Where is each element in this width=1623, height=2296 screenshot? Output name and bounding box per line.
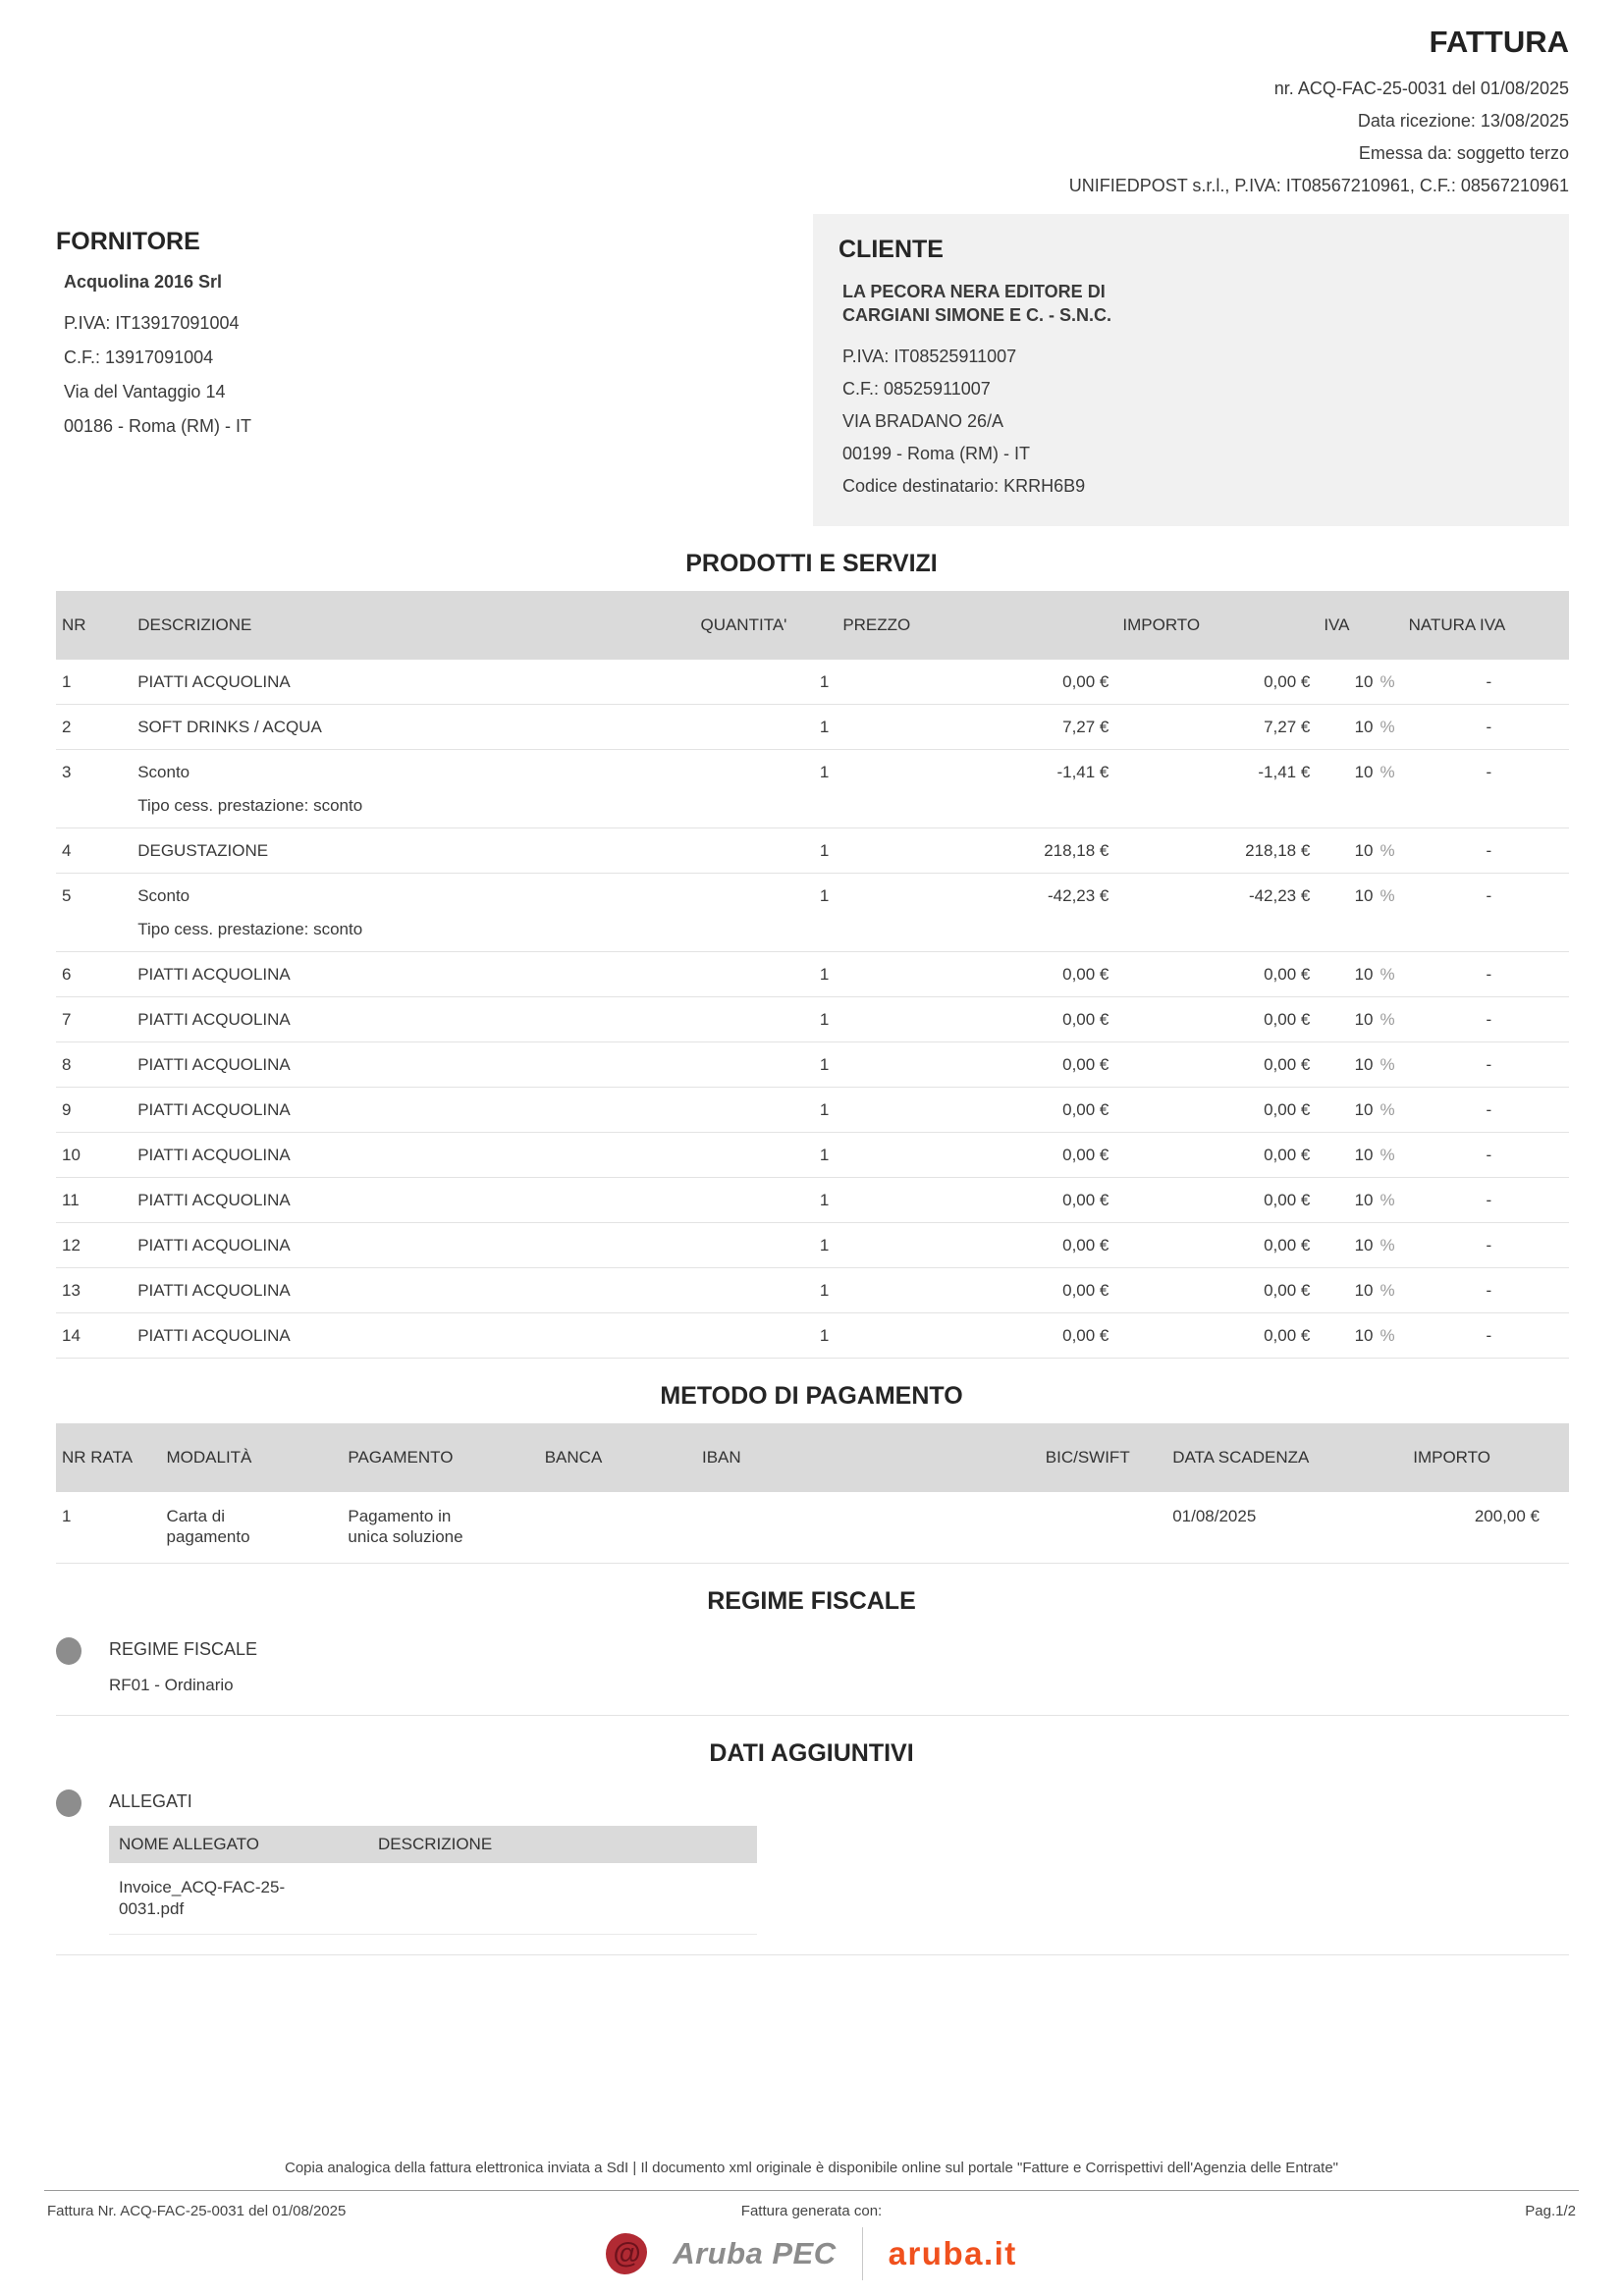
percent-sign: % <box>1380 672 1395 692</box>
product-description <box>137 1268 700 1313</box>
col-nr: NR <box>56 591 137 660</box>
attachments-table <box>109 1826 757 1935</box>
supplier-block <box>56 214 752 526</box>
product-amount: 7,27 € <box>1122 705 1324 750</box>
customer-block <box>813 214 1569 526</box>
col-nome-allegato: NOME ALLEGATO <box>109 1826 368 1863</box>
invoice-number-line: nr. ACQ-FAC-25-0031 del 01/08/2025 <box>1273 79 1569 99</box>
product-vat-rate <box>1324 705 1408 750</box>
product-quantity: 1 <box>700 828 842 874</box>
product-nr: 6 <box>56 952 137 997</box>
percent-sign: % <box>1380 1010 1395 1030</box>
regime-label: REGIME FISCALE <box>109 1639 258 1660</box>
percent-sign: % <box>1380 1100 1395 1120</box>
product-description-text: PIATTI ACQUOLINA <box>137 1236 291 1255</box>
payment-method <box>166 1492 348 1564</box>
col-modalita: MODALITÀ <box>166 1423 348 1492</box>
product-nr: 5 <box>56 874 137 952</box>
payment-table <box>56 1423 1569 1564</box>
product-vat-nature: - <box>1409 1042 1569 1088</box>
products-table-header <box>56 591 1569 660</box>
vat-value: 10 <box>1354 841 1374 861</box>
vat-value: 10 <box>1354 1191 1374 1210</box>
product-vat-rate <box>1324 1133 1408 1178</box>
product-description <box>137 1223 700 1268</box>
col-importo: IMPORTO <box>1122 591 1324 660</box>
percent-sign: % <box>1380 841 1395 861</box>
percent-sign: % <box>1380 718 1395 737</box>
col-descrizione-allegato: DESCRIZIONE <box>368 1826 757 1863</box>
supplier-fiscal-code: C.F.: 13917091004 <box>64 347 214 368</box>
product-vat-rate <box>1324 1088 1408 1133</box>
product-vat-nature: - <box>1409 1178 1569 1223</box>
product-vat-nature: - <box>1409 1223 1569 1268</box>
product-vat-rate <box>1324 1223 1408 1268</box>
product-quantity: 1 <box>700 1313 842 1359</box>
product-quantity: 1 <box>700 874 842 952</box>
product-vat-rate <box>1324 660 1408 705</box>
supplier-street: Via del Vantaggio 14 <box>64 382 226 402</box>
payment-table-header <box>56 1423 1569 1492</box>
product-description-text: PIATTI ACQUOLINA <box>137 965 291 985</box>
bullet-icon <box>56 1789 81 1817</box>
product-quantity: 1 <box>700 660 842 705</box>
product-vat-rate <box>1324 997 1408 1042</box>
col-natura-iva: NATURA IVA <box>1409 591 1569 660</box>
payment-method-text: Carta di pagamento <box>166 1507 250 1547</box>
reception-date-line: Data ricezione: 13/08/2025 <box>1357 111 1569 132</box>
attachments-label: ALLEGATI <box>109 1791 192 1812</box>
vat-value: 10 <box>1354 965 1374 985</box>
col-pagamento: PAGAMENTO <box>348 1423 544 1492</box>
product-price: -1,41 € <box>842 750 1122 828</box>
product-quantity: 1 <box>700 750 842 828</box>
logo-divider <box>862 2227 863 2280</box>
percent-sign: % <box>1380 1326 1395 1346</box>
product-price: 218,18 € <box>842 828 1122 874</box>
parties-section <box>56 214 1569 526</box>
col-importo-pagamento: IMPORTO <box>1413 1423 1569 1492</box>
product-quantity: 1 <box>700 1133 842 1178</box>
payment-terms-text: Pagamento in unica soluzione <box>348 1507 463 1547</box>
product-description-text: PIATTI ACQUOLINA <box>137 1281 291 1301</box>
product-description-text: PIATTI ACQUOLINA <box>137 1010 291 1030</box>
product-description-text: PIATTI ACQUOLINA <box>137 1191 291 1210</box>
product-description-text: PIATTI ACQUOLINA <box>137 1326 291 1346</box>
product-nr: 1 <box>56 660 137 705</box>
product-quantity: 1 <box>700 952 842 997</box>
payment-amount: 200,00 € <box>1413 1492 1569 1564</box>
product-vat-rate <box>1324 828 1408 874</box>
payment-nr: 1 <box>56 1492 166 1564</box>
product-vat-rate <box>1324 1178 1408 1223</box>
product-quantity: 1 <box>700 1178 842 1223</box>
product-nr: 11 <box>56 1178 137 1223</box>
product-amount: 0,00 € <box>1122 1178 1324 1223</box>
vat-value: 10 <box>1354 1281 1374 1301</box>
product-price: 0,00 € <box>842 1268 1122 1313</box>
product-amount: 0,00 € <box>1122 1133 1324 1178</box>
product-row <box>56 1042 1569 1088</box>
product-amount: 0,00 € <box>1122 1042 1324 1088</box>
product-row <box>56 828 1569 874</box>
product-vat-rate <box>1324 952 1408 997</box>
product-nr: 9 <box>56 1088 137 1133</box>
regime-value: RF01 - Ordinario <box>109 1676 234 1695</box>
percent-sign: % <box>1380 965 1395 985</box>
product-amount: -1,41 € <box>1122 750 1324 828</box>
percent-sign: % <box>1380 1146 1395 1165</box>
product-description <box>137 1088 700 1133</box>
attachments-block <box>56 1788 1569 1935</box>
attachment-name-text: Invoice_ACQ-FAC-25-0031.pdf <box>119 1878 286 1919</box>
product-description <box>137 874 700 952</box>
supplier-city: 00186 - Roma (RM) - IT <box>64 416 252 437</box>
product-row <box>56 1178 1569 1223</box>
attachments-table-header <box>109 1826 757 1863</box>
product-amount: 0,00 € <box>1122 997 1324 1042</box>
product-price: 7,27 € <box>842 705 1122 750</box>
products-table <box>56 591 1569 1359</box>
product-nr: 13 <box>56 1268 137 1313</box>
product-row <box>56 1223 1569 1268</box>
product-description <box>137 1178 700 1223</box>
product-row <box>56 1268 1569 1313</box>
aruba-pec-rose-icon: @ <box>606 2233 647 2274</box>
product-amount: 0,00 € <box>1122 1088 1324 1133</box>
customer-destination-code: Codice destinatario: KRRH6B9 <box>842 476 1086 497</box>
footer-disclaimer: Copia analogica della fattura elettronica inviata a SdI | Il documento xml originale è disponibile online sul portale "Fatture e Corrispettivi dell'Agenzia delle Entrate" <box>284 2160 1338 2176</box>
product-note: Tipo cess. prestazione: sconto <box>137 920 363 939</box>
product-vat-nature: - <box>1409 997 1569 1042</box>
product-description-text: Sconto <box>137 763 190 782</box>
vat-value: 10 <box>1354 718 1374 737</box>
product-amount: 218,18 € <box>1122 828 1324 874</box>
product-nr: 10 <box>56 1133 137 1178</box>
col-iva: IVA <box>1324 591 1408 660</box>
col-nr-rata: NR RATA <box>56 1423 166 1492</box>
product-nr: 2 <box>56 705 137 750</box>
product-nr: 8 <box>56 1042 137 1088</box>
regime-content <box>109 1635 1569 1695</box>
product-vat-nature: - <box>1409 1088 1569 1133</box>
product-quantity: 1 <box>700 1268 842 1313</box>
product-price: 0,00 € <box>842 952 1122 997</box>
product-amount: 0,00 € <box>1122 1268 1324 1313</box>
payment-section-title: METODO DI PAGAMENTO <box>660 1382 963 1411</box>
percent-sign: % <box>1380 1281 1395 1301</box>
product-vat-nature: - <box>1409 660 1569 705</box>
vat-value: 10 <box>1354 1146 1374 1165</box>
col-bic-swift: BIC/SWIFT <box>1046 1423 1172 1492</box>
attachments-content <box>109 1788 1569 1935</box>
percent-sign: % <box>1380 1055 1395 1075</box>
attachment-row <box>109 1863 757 1935</box>
product-description-text: Sconto <box>137 886 190 906</box>
product-price: 0,00 € <box>842 1313 1122 1359</box>
aruba-pec-logo: Aruba PEC <box>673 2236 837 2270</box>
product-quantity: 1 <box>700 1088 842 1133</box>
percent-sign: % <box>1380 1191 1395 1210</box>
additional-data-section-title: DATI AGGIUNTIVI <box>709 1739 914 1768</box>
regime-section-title: REGIME FISCALE <box>707 1587 916 1616</box>
aruba-it-logo: aruba.it <box>888 2235 1017 2271</box>
attachment-name <box>109 1863 368 1935</box>
payment-iban <box>702 1492 1046 1564</box>
product-vat-nature: - <box>1409 874 1569 952</box>
vat-value: 10 <box>1354 1236 1374 1255</box>
payment-due-date: 01/08/2025 <box>1172 1492 1413 1564</box>
product-amount: 0,00 € <box>1122 952 1324 997</box>
product-amount: 0,00 € <box>1122 660 1324 705</box>
payment-row <box>56 1492 1569 1564</box>
product-amount: 0,00 € <box>1122 1223 1324 1268</box>
product-description <box>137 1313 700 1359</box>
product-row <box>56 660 1569 705</box>
product-nr: 3 <box>56 750 137 828</box>
product-vat-rate <box>1324 1042 1408 1088</box>
product-description-text: PIATTI ACQUOLINA <box>137 1146 291 1165</box>
vat-value: 10 <box>1354 1100 1374 1120</box>
payment-bic <box>1046 1492 1172 1564</box>
product-row <box>56 874 1569 952</box>
footer-invoice-ref: Fattura Nr. ACQ-FAC-25-0031 del 01/08/2025 <box>47 2203 347 2219</box>
product-vat-nature: - <box>1409 1133 1569 1178</box>
product-amount: 0,00 € <box>1122 1313 1324 1359</box>
product-vat-nature: - <box>1409 705 1569 750</box>
product-nr: 7 <box>56 997 137 1042</box>
product-row <box>56 705 1569 750</box>
vat-value: 10 <box>1354 672 1374 692</box>
product-price: 0,00 € <box>842 1088 1122 1133</box>
product-price: 0,00 € <box>842 660 1122 705</box>
product-description <box>137 1133 700 1178</box>
product-nr: 4 <box>56 828 137 874</box>
customer-heading: CLIENTE <box>839 236 944 264</box>
footer-logos <box>0 2227 1623 2280</box>
product-vat-rate <box>1324 1313 1408 1359</box>
percent-sign: % <box>1380 763 1395 782</box>
payment-bank <box>545 1492 702 1564</box>
col-prezzo: PREZZO <box>842 591 1122 660</box>
additional-data-divider <box>56 1954 1569 1955</box>
footer-info-row <box>47 2203 1576 2219</box>
intermediary-line: UNIFIEDPOST s.r.l., P.IVA: IT08567210961, C.F.: 08567210961 <box>1068 176 1569 196</box>
product-description-text: PIATTI ACQUOLINA <box>137 672 291 692</box>
product-description <box>137 660 700 705</box>
customer-city: 00199 - Roma (RM) - IT <box>842 444 1031 464</box>
payment-terms <box>348 1492 544 1564</box>
product-description-text: PIATTI ACQUOLINA <box>137 1055 291 1075</box>
product-price: 0,00 € <box>842 997 1122 1042</box>
col-quantita: QUANTITA' <box>700 591 842 660</box>
product-price: 0,00 € <box>842 1042 1122 1088</box>
product-price: 0,00 € <box>842 1223 1122 1268</box>
product-description <box>137 1042 700 1088</box>
product-vat-nature: - <box>1409 1313 1569 1359</box>
product-vat-nature: - <box>1409 952 1569 997</box>
supplier-vat: P.IVA: IT13917091004 <box>64 313 240 334</box>
product-vat-nature: - <box>1409 828 1569 874</box>
product-quantity: 1 <box>700 1042 842 1088</box>
vat-value: 10 <box>1354 886 1374 906</box>
product-description-text: PIATTI ACQUOLINA <box>137 1100 291 1120</box>
vat-value: 10 <box>1354 1010 1374 1030</box>
bullet-icon <box>56 1637 81 1665</box>
col-iban: IBAN <box>702 1423 1046 1492</box>
product-row <box>56 952 1569 997</box>
products-section-title: PRODOTTI E SERVIZI <box>685 550 938 578</box>
product-row <box>56 750 1569 828</box>
product-nr: 12 <box>56 1223 137 1268</box>
product-vat-rate <box>1324 750 1408 828</box>
product-vat-nature: - <box>1409 750 1569 828</box>
vat-value: 10 <box>1354 1055 1374 1075</box>
vat-value: 10 <box>1354 1326 1374 1346</box>
product-amount: -42,23 € <box>1122 874 1324 952</box>
product-price: 0,00 € <box>842 1133 1122 1178</box>
footer-divider <box>44 2190 1579 2191</box>
product-price: -42,23 € <box>842 874 1122 952</box>
product-description <box>137 705 700 750</box>
page-footer <box>0 2160 1623 2296</box>
col-descrizione: DESCRIZIONE <box>137 591 700 660</box>
col-data-scadenza: DATA SCADENZA <box>1172 1423 1413 1492</box>
product-row <box>56 1133 1569 1178</box>
product-row <box>56 997 1569 1042</box>
product-quantity: 1 <box>700 1223 842 1268</box>
product-description <box>137 750 700 828</box>
product-description-text: DEGUSTAZIONE <box>137 841 269 861</box>
percent-sign: % <box>1380 1236 1395 1255</box>
product-vat-rate <box>1324 1268 1408 1313</box>
regime-block <box>56 1635 1569 1695</box>
percent-sign: % <box>1380 886 1395 906</box>
customer-street: VIA BRADANO 26/A <box>842 411 1004 432</box>
invoice-title: FATTURA <box>1429 25 1569 59</box>
supplier-heading: FORNITORE <box>56 228 200 256</box>
product-nr: 14 <box>56 1313 137 1359</box>
doc-header <box>56 0 1569 202</box>
issued-by-line: Emessa da: soggetto terzo <box>1358 143 1569 164</box>
customer-name: LA PECORA NERA EDITORE DI CARGIANI SIMONE E C. - S.N.C. <box>842 282 1112 326</box>
regime-divider <box>56 1715 1569 1716</box>
footer-generated-with: Fattura generata con: <box>740 2203 883 2219</box>
supplier-name: Acquolina 2016 Srl <box>64 272 223 293</box>
product-description <box>137 997 700 1042</box>
product-price: 0,00 € <box>842 1178 1122 1223</box>
footer-page-number: Pag.1/2 <box>1525 2203 1576 2219</box>
product-vat-rate <box>1324 874 1408 952</box>
col-banca: BANCA <box>545 1423 702 1492</box>
product-row <box>56 1088 1569 1133</box>
product-description-text: SOFT DRINKS / ACQUA <box>137 718 322 737</box>
product-quantity: 1 <box>700 997 842 1042</box>
vat-value: 10 <box>1354 763 1374 782</box>
customer-vat: P.IVA: IT08525911007 <box>842 347 1017 367</box>
product-description <box>137 828 700 874</box>
attachment-description <box>368 1863 757 1935</box>
customer-fiscal-code: C.F.: 08525911007 <box>842 379 991 400</box>
product-quantity: 1 <box>700 705 842 750</box>
product-description <box>137 952 700 997</box>
product-vat-nature: - <box>1409 1268 1569 1313</box>
product-row <box>56 1313 1569 1359</box>
product-note: Tipo cess. prestazione: sconto <box>137 796 363 816</box>
